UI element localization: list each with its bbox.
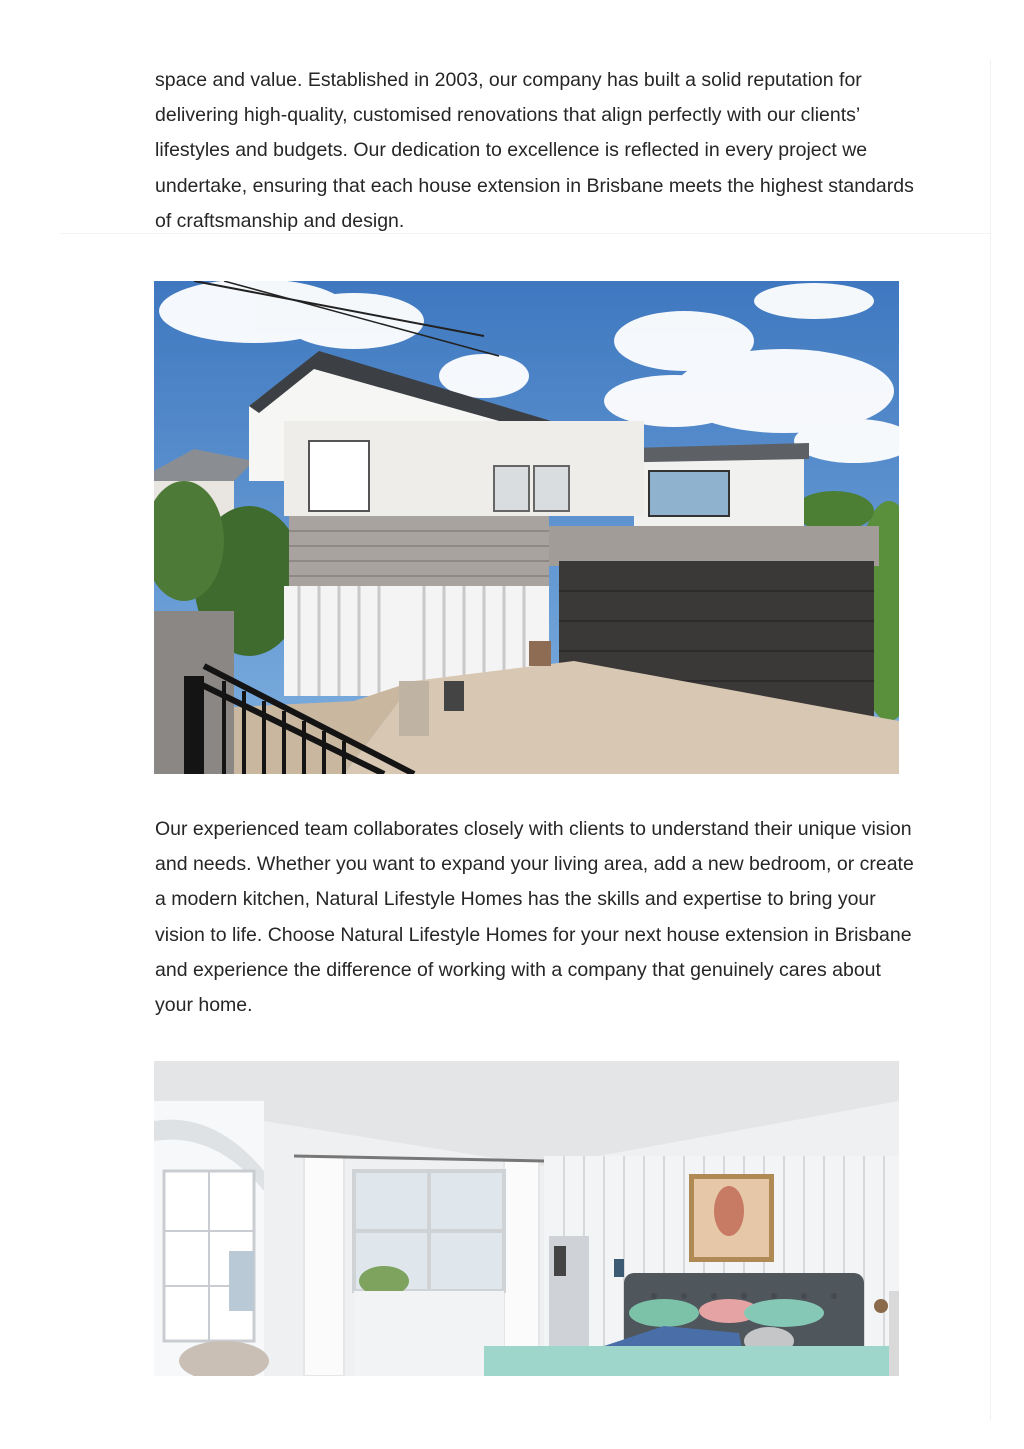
- page-edge-divider: [990, 60, 991, 1420]
- body-paragraph-2: Our experienced team collaborates closely with clients to understand their unique vision and needs. Whether you want to expand your living area, add a new bedroom, or create a modern kitchen, Natural Lifestyle Homes has the skills and expertise to bring your vision to life. Choose Natural Lifestyle Homes for your next house extension in Brisbane and experience the difference of working with a company that genuinely cares about your home.: [155, 818, 914, 1017]
- house-exterior-photo: [154, 281, 899, 774]
- bedroom-interior-photo: [154, 1061, 899, 1376]
- body-paragraph-1: space and value. Established in 2003, our company has built a solid reputation for delivering high-quality, customised renovations that align perfectly with our clients’ lifestyles and budgets. Our dedication to excellence is reflected in every project we undertake, ensuring that each house extension in Brisbane meets the highest standards of craftsmanship and design.: [155, 69, 914, 232]
